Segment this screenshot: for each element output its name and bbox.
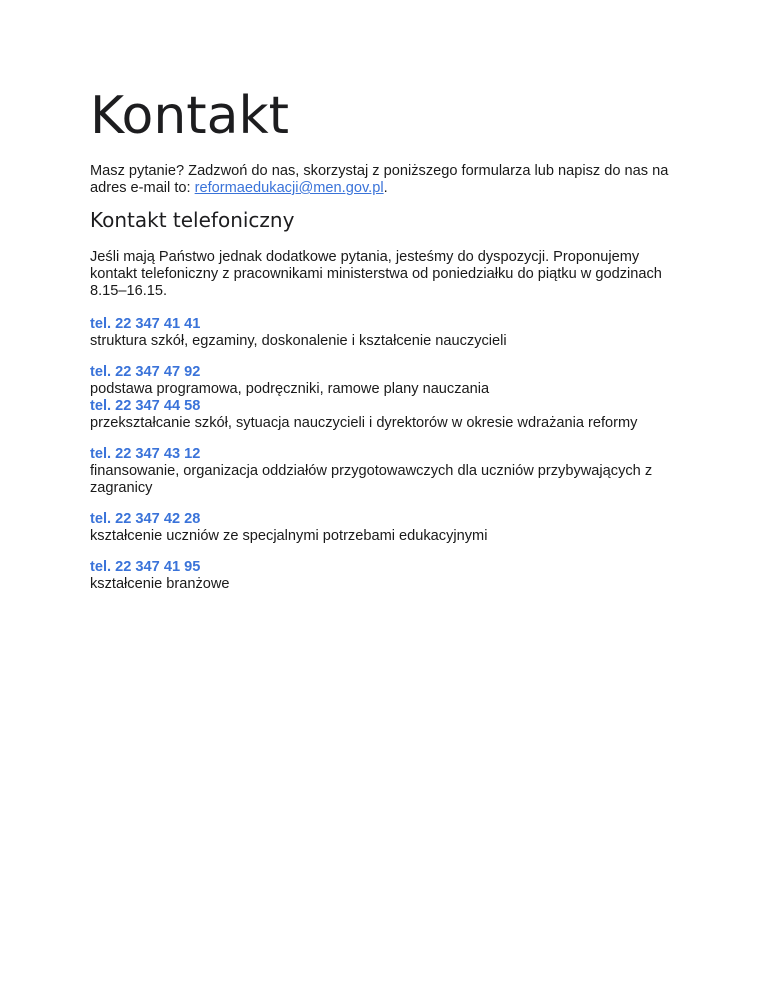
contact-item [90,398,690,432]
intro-text: Masz pytanie? Zadzwoń do nas, skorzystaj z poniższego formularza lub napisz do nas na adres e-mail to: [90,163,669,196]
contact-description: kształcenie branżowe [90,576,230,592]
contact-item [90,446,690,497]
contact-description: kształcenie uczniów ze specjalnymi potrzebami edukacyjnymi [90,528,488,544]
phone-link[interactable]: tel. 22 347 42 28 [90,511,201,527]
phone-link[interactable]: tel. 22 347 47 92 [90,364,201,380]
phone-link[interactable]: tel. 22 347 43 12 [90,446,201,462]
contact-item [90,364,690,398]
contact-description: podstawa programowa, podręczniki, ramowe plany nauczania [90,381,490,397]
contact-item [90,511,690,545]
contact-description: finansowanie, organizacja oddziałów przygotowawczych dla uczniów przybywających z zagranicy [90,463,653,496]
phone-link[interactable]: tel. 22 347 44 58 [90,398,201,414]
section-title: Kontakt telefoniczny [90,208,295,232]
contact-item [90,559,690,593]
phone-link[interactable]: tel. 22 347 41 95 [90,559,201,575]
contact-description: przekształcanie szkół, sytuacja nauczycieli i dyrektorów w okresie wdrażania reformy [90,415,638,431]
page-title: Kontakt [90,86,290,146]
intro-paragraph [90,163,680,197]
contact-item [90,316,690,350]
section-lead: Jeśli mają Państwo jednak dodatkowe pytania, jesteśmy do dyspozycji. Proponujemy kontakt telefoniczny z pracownikami ministerstwa od poniedziałku do piątku w godzinach 8.15–16.15. [90,249,662,299]
contact-description: struktura szkół, egzaminy, doskonalenie i kształcenie nauczycieli [90,333,507,349]
email-link[interactable]: reformaedukacji@men.gov.pl [194,180,384,196]
intro-period: . [383,180,388,196]
phone-link[interactable]: tel. 22 347 41 41 [90,316,201,332]
